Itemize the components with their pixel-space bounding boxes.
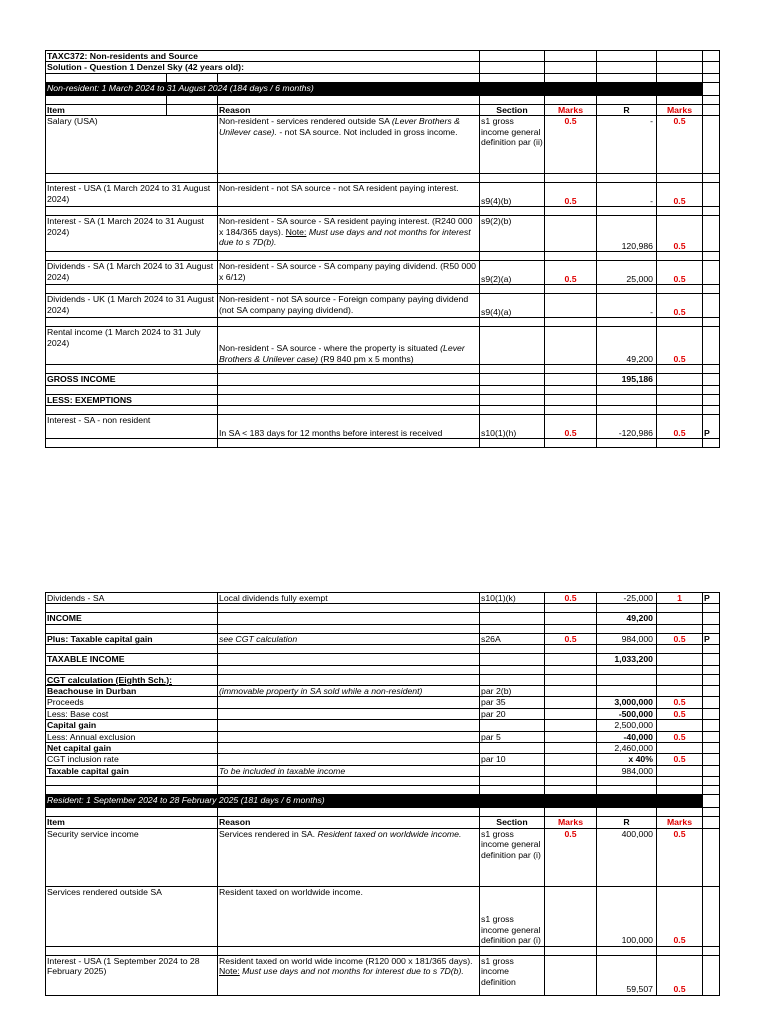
- row-reason: see CGT calculation: [218, 633, 480, 644]
- row-section: s9(4)(b): [480, 183, 545, 207]
- col-marks-header: Marks: [545, 104, 597, 115]
- row-section: s10(1)(h): [480, 415, 545, 439]
- row-mark: [545, 216, 597, 252]
- cgt-amount: [597, 686, 657, 697]
- row-mark: [545, 886, 597, 946]
- cgt-section: par 5: [480, 731, 545, 742]
- row-amount: 100,000: [597, 886, 657, 946]
- row-amount: -25,000: [597, 593, 657, 604]
- col-section-header: Section: [480, 104, 545, 115]
- col-section-header: Section: [480, 817, 545, 828]
- row-mark2: 0.5: [657, 116, 703, 174]
- cgt-item: Less: Annual exclusion: [46, 731, 218, 742]
- cgt-item: Beachouse in Durban: [46, 686, 218, 697]
- row-mark2: 0.5: [657, 633, 703, 644]
- row-section: s1 gross income general definition par (i): [480, 886, 545, 946]
- row-section: s9(4)(a): [480, 294, 545, 318]
- cgt-mark: [657, 765, 703, 776]
- row-mark: 0.5: [545, 593, 597, 604]
- gross-income-value: 195,186: [597, 374, 657, 385]
- cgt-section: [480, 743, 545, 754]
- row-mark: [545, 294, 597, 318]
- row-item: Dividends - SA: [46, 593, 218, 604]
- row-reason: Non-resident - SA source - where the property is situated (Lever Brothers & Unilever case) (R9 840 pm x 5 months): [218, 327, 480, 365]
- col-r-header: R: [597, 817, 657, 828]
- income-label: INCOME: [46, 613, 218, 624]
- row-amount: 59,507: [597, 955, 657, 995]
- row-mark2: 0.5: [657, 828, 703, 886]
- cgt-mark: [657, 743, 703, 754]
- row-section: s1 gross income definition: [480, 955, 545, 995]
- row-mark2: 0.5: [657, 216, 703, 252]
- row-mark2: 0.5: [657, 183, 703, 207]
- row-reason: Non-resident - not SA source - not SA resident paying interest.: [218, 183, 480, 207]
- row-mark2: 0.5: [657, 261, 703, 285]
- col-reason-header: Reason: [218, 104, 480, 115]
- cgt-mark: 0.5: [657, 697, 703, 708]
- row-section: s26A: [480, 633, 545, 644]
- cgt-amount: 2,460,000: [597, 743, 657, 754]
- row-mark: 0.5: [545, 415, 597, 439]
- row-reason: Resident taxed on worldwide income.: [218, 886, 480, 946]
- taxable-income-value: 1,033,200: [597, 654, 657, 665]
- cgt-amount: 984,000: [597, 765, 657, 776]
- gross-income-label: GROSS INCOME: [46, 374, 218, 385]
- sheet-title: TAXC372: Non-residents and Source: [46, 51, 480, 62]
- cgt-item: Net capital gain: [46, 743, 218, 754]
- row-p-mark: P: [703, 415, 720, 439]
- col-marks2-header: Marks: [657, 817, 703, 828]
- cgt-section: par 20: [480, 708, 545, 719]
- cgt-item: CGT inclusion rate: [46, 754, 218, 765]
- row-reason: Local dividends fully exempt: [218, 593, 480, 604]
- row-mark2: 0.5: [657, 294, 703, 318]
- row-item: Dividends - UK (1 March 2024 to 31 August 2024): [46, 294, 218, 318]
- cgt-item: Capital gain: [46, 720, 218, 731]
- sheet-subtitle: Solution - Question 1 Denzel Sky (42 years old):: [46, 62, 480, 73]
- cgt-mark: 0.5: [657, 731, 703, 742]
- cgt-section: [480, 765, 545, 776]
- row-p-mark: P: [703, 633, 720, 644]
- row-item: Security service income: [46, 828, 218, 886]
- row-item: Interest - SA - non resident: [46, 415, 218, 439]
- income-value: 49,200: [597, 613, 657, 624]
- cgt-section: par 35: [480, 697, 545, 708]
- cgt-mark: [657, 720, 703, 731]
- cgt-section: [480, 720, 545, 731]
- row-item: Dividends - SA (1 March 2024 to 31 August 2024): [46, 261, 218, 285]
- row-section: s1 gross income general definition par (ii): [480, 116, 545, 174]
- cgt-amount: -40,000: [597, 731, 657, 742]
- row-item: Interest - USA (1 March 2024 to 31 August 2024): [46, 183, 218, 207]
- cgt-reason: (immovable property in SA sold while a non-resident): [218, 686, 480, 697]
- cgt-mark: 0.5: [657, 708, 703, 719]
- nonresident-banner: Non-resident: 1 March 2024 to 31 August 2024 (184 days / 6 months): [46, 82, 703, 95]
- row-item: Rental income (1 March 2024 to 31 July 2024): [46, 327, 218, 365]
- row-section: [480, 327, 545, 365]
- col-marks-header: Marks: [545, 817, 597, 828]
- cgt-item: Proceeds: [46, 697, 218, 708]
- row-mark: [545, 327, 597, 365]
- row-reason: In SA < 183 days for 12 months before interest is received: [218, 415, 480, 439]
- row-mark2: 0.5: [657, 415, 703, 439]
- cgt-section: par 2(b): [480, 686, 545, 697]
- row-reason: Resident taxed on world wide income (R120 000 x 181/365 days). Note: Must use days and not months for interest due to s 7D(b).: [218, 955, 480, 995]
- row-item: Interest - USA (1 September 2024 to 28 February 2025): [46, 955, 218, 995]
- cgt-section: par 10: [480, 754, 545, 765]
- col-item-header: Item: [46, 104, 167, 115]
- cgt-amount: 2,500,000: [597, 720, 657, 731]
- row-amount: -: [597, 183, 657, 207]
- sheet-table-page2: [45, 592, 720, 996]
- cgt-amount: -500,000: [597, 708, 657, 719]
- cgt-mark: [657, 686, 703, 697]
- row-amount: 120,986: [597, 216, 657, 252]
- row-mark: 0.5: [545, 183, 597, 207]
- cgt-title: CGT calculation (Eighth Sch.):: [46, 674, 218, 685]
- cgt-item: Taxable capital gain: [46, 765, 218, 776]
- row-amount: -: [597, 116, 657, 174]
- row-amount: -120,986: [597, 415, 657, 439]
- row-mark2: 0.5: [657, 955, 703, 995]
- row-mark2: 0.5: [657, 327, 703, 365]
- col-marks2-header: Marks: [657, 104, 703, 115]
- row-section: s10(1)(k): [480, 593, 545, 604]
- row-mark: 0.5: [545, 116, 597, 174]
- row-reason: Non-resident - not SA source - Foreign company paying dividend (not SA company paying dividend).: [218, 294, 480, 318]
- row-item: Plus: Taxable capital gain: [46, 633, 218, 644]
- cgt-item: Less: Base cost: [46, 708, 218, 719]
- row-amount: -: [597, 294, 657, 318]
- row-section: s1 gross income general definition par (i): [480, 828, 545, 886]
- row-item: Interest - SA (1 March 2024 to 31 August 2024): [46, 216, 218, 252]
- row-section: s9(2)(b): [480, 216, 545, 252]
- row-mark: 0.5: [545, 261, 597, 285]
- row-reason: Non-resident - services rendered outside SA (Lever Brothers & Unilever case). - not SA source. Not included in gross income.: [218, 116, 480, 174]
- row-amount: 25,000: [597, 261, 657, 285]
- row-amount: 49,200: [597, 327, 657, 365]
- row-reason: Services rendered in SA. Resident taxed on worldwide income.: [218, 828, 480, 886]
- row-reason: Non-resident - SA source - SA resident paying interest. (R240 000 x 184/365 days). Note: Must use days and not months for interest due to s 7D(b).: [218, 216, 480, 252]
- cgt-amount: x 40%: [597, 754, 657, 765]
- row-section: s9(2)(a): [480, 261, 545, 285]
- row-item: Salary (USA): [46, 116, 218, 174]
- cgt-amount: 3,000,000: [597, 697, 657, 708]
- row-amount: 400,000: [597, 828, 657, 886]
- cgt-mark: 0.5: [657, 754, 703, 765]
- row-mark: [545, 955, 597, 995]
- row-mark2: 1: [657, 593, 703, 604]
- row-reason: Non-resident - SA source - SA company paying dividend. (R50 000 x 6/12): [218, 261, 480, 285]
- cgt-reason: To be included in taxable income: [218, 765, 480, 776]
- resident-banner: Resident: 1 September 2024 to 28 February 2025 (181 days / 6 months): [46, 795, 703, 808]
- sheet-table-nonresident: [45, 50, 720, 448]
- col-r-header: R: [597, 104, 657, 115]
- row-mark2: 0.5: [657, 886, 703, 946]
- col-item-header: Item: [46, 817, 218, 828]
- exemptions-label: LESS: EXEMPTIONS: [46, 394, 218, 405]
- col-reason-header: Reason: [218, 817, 480, 828]
- row-p-mark: P: [703, 593, 720, 604]
- row-mark: 0.5: [545, 828, 597, 886]
- taxable-income-label: TAXABLE INCOME: [46, 654, 218, 665]
- row-item: Services rendered outside SA: [46, 886, 218, 946]
- row-amount: 984,000: [597, 633, 657, 644]
- row-mark: 0.5: [545, 633, 597, 644]
